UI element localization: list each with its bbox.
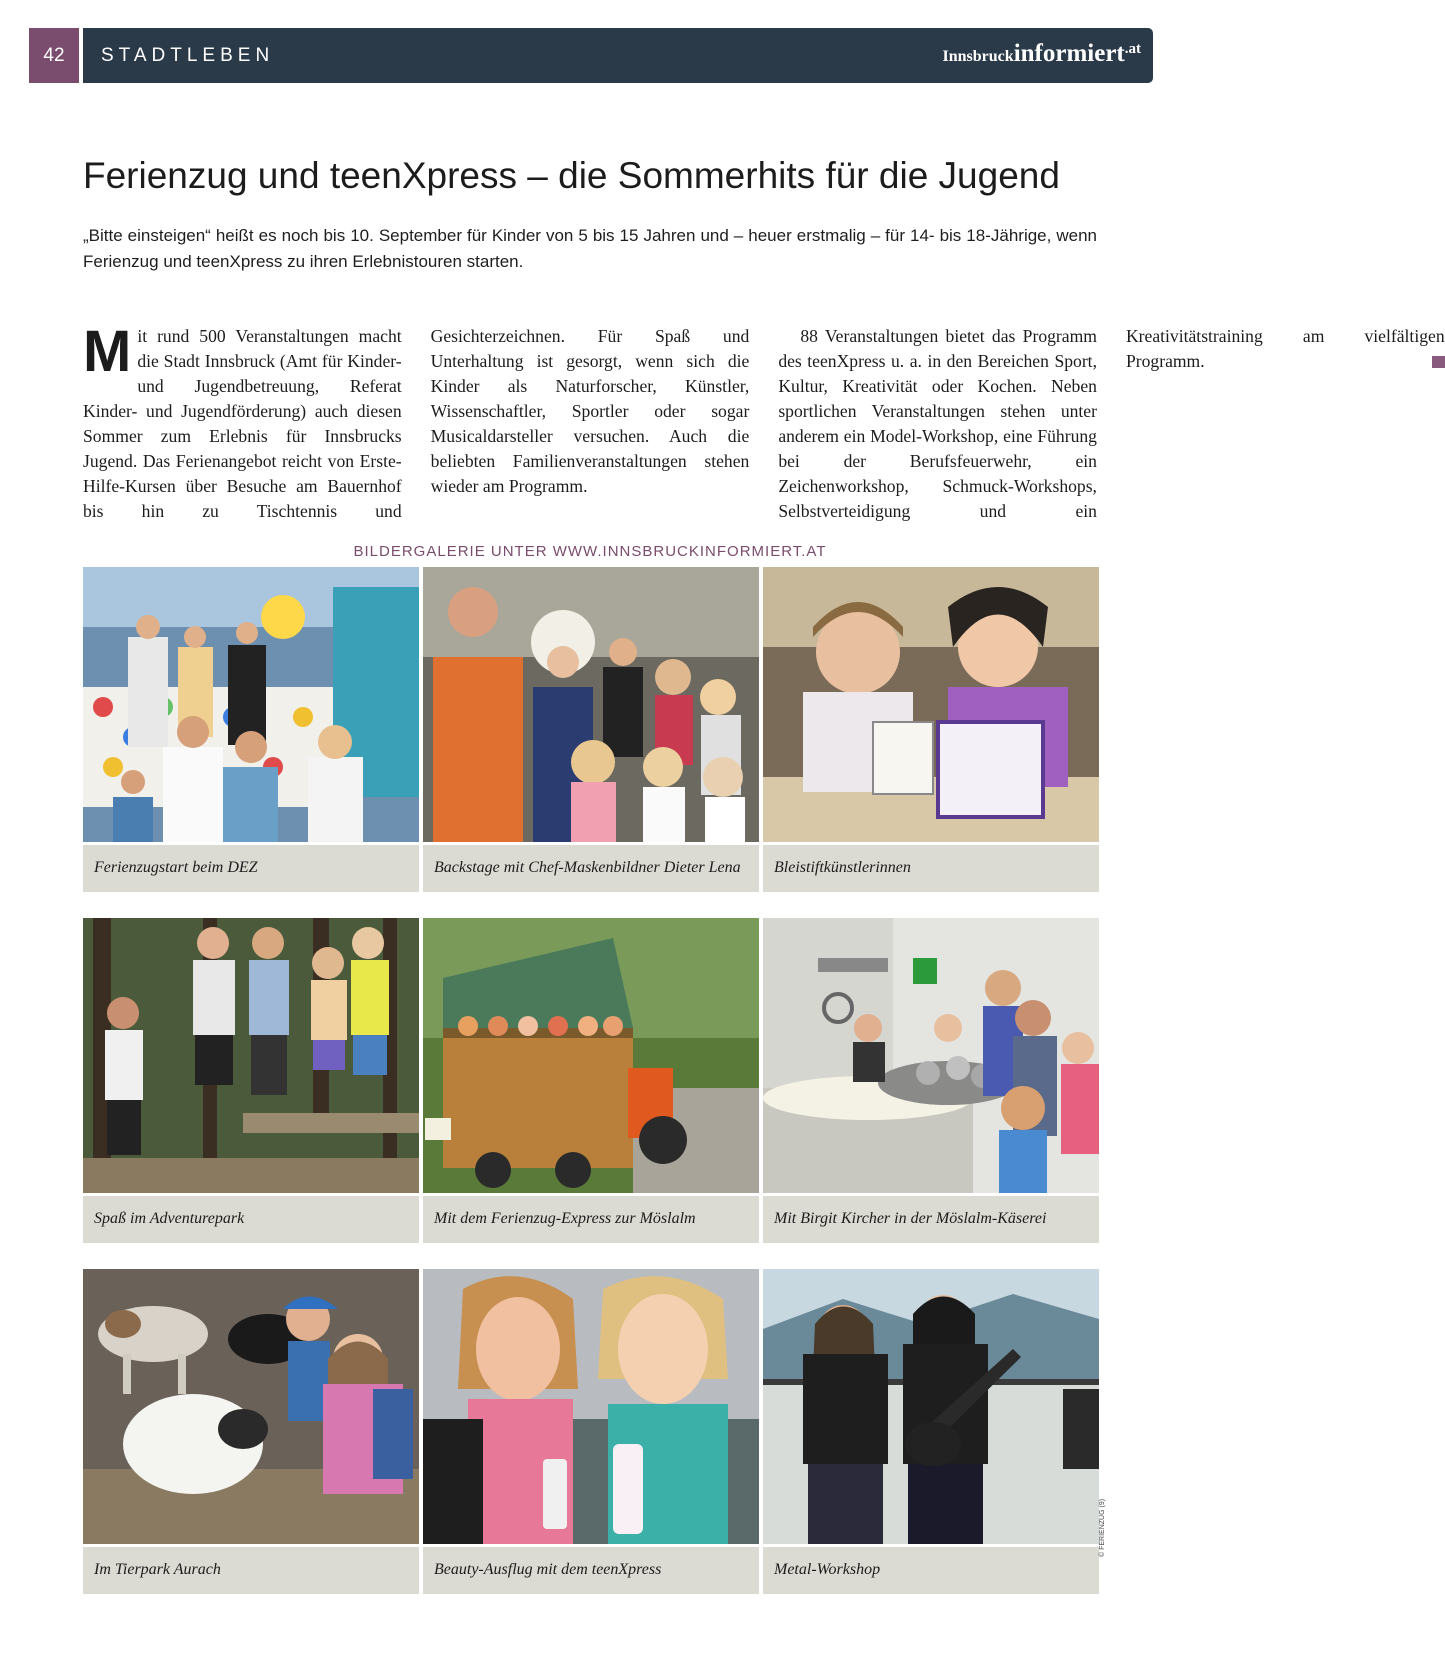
gallery-photo [83,1269,419,1544]
gallery-tile [763,567,1099,892]
gallery-caption: Mit Birgit Kircher in der Möslalm-Käserei [763,1196,1099,1243]
end-mark-icon [1432,356,1445,368]
gallery-photo [83,567,419,842]
gallery-caption: Im Tierpark Aurach [83,1547,419,1594]
header-bar [83,28,1153,83]
gallery-photo [763,918,1099,1193]
gallery-tile [763,1269,1099,1594]
gallery-photo [423,918,759,1193]
gallery-tile [423,918,759,1243]
article-lead: „Bitte einsteigen“ heißt es noch bis 10. September für Kinder von 5 bis 15 Jahren und – heuer erstmalig – für 14- bis 18-Jährige, wenn Ferienzug und teenXpress zu ihren Erlebnistouren starten. [83,226,1097,271]
article-body [83,319,1445,524]
gallery-tile [83,567,419,892]
gallery-tile [83,1269,419,1594]
gallery-caption: Spaß im Adventurepark [83,1196,419,1243]
gallery-photo [763,567,1099,842]
gallery-photo [763,1269,1099,1544]
gallery-photo [423,1269,759,1544]
gallery-caption: Ferienzugstart beim DEZ [83,845,419,892]
drop-cap: M [83,319,132,384]
brand-part-1: Innsbruck [942,48,1014,65]
page-number: 42 [29,28,79,83]
gallery-photo [423,567,759,842]
gallery-tile [763,918,1099,1243]
paragraph-1 [83,319,750,524]
gallery-photo [83,918,419,1193]
paragraph-2-text: 88 Veranstaltungen bietet das Programm des teenXpress u. a. in den Bereichen Sport, Kultur, Kreativität oder Kochen. Neben sportlichen Veranstaltungen stehen unter anderem ein Model-Workshop, eine Führung bei der Berufsfeuerwehr, ein Zeichenworkshop, Schmuck-Workshops, Selbstverteidigung und ein Kreativitätstraining am vielfältigen Programm. [778,326,1445,521]
brand-part-3: .at [1124,41,1141,57]
brand-part-2: informiert [1013,40,1125,67]
gallery-caption: Mit dem Ferienzug-Express zur Möslalm [423,1196,759,1243]
gallery-caption: Metal-Workshop [763,1547,1099,1594]
paragraph-2 [778,324,1444,524]
photo-credit: © FERIENZUG (9) [1099,1498,1106,1557]
gallery-tile [423,1269,759,1594]
gallery-title: BILDERGALERIE UNTER WWW.INNSBRUCKINFORMIERT.AT [353,543,827,560]
gallery-caption: Bleistiftkünstlerinnen [763,845,1099,892]
gallery-caption: Backstage mit Chef-Maskenbildner Dieter Lena [423,845,759,892]
section-label: STADTLEBEN [101,45,275,66]
brand-logo [943,40,1141,68]
paragraph-1-text: it rund 500 Veranstaltungen macht die Stadt Innsbruck (Amt für Kinder- und Jugendbetreuung, Referat Kinder- und Jugendförderung) auch diesen Sommer zum Erlebnis für Innsbrucks Jugend. Das Ferienangebot reicht von Erste-Hilfe-Kursen über Besuche am Bauernhof bis hin zu Tischtennis und Gesichterzeichnen. Für Spaß und Unterhaltung ist gesorgt, wenn sich die Kinder als Naturforscher, Künstler, Wissenschaftler, Sportler oder sogar Musicaldarsteller versuchen. Auch die beliebten Familienveranstaltungen stehen wieder am Programm. [83,326,750,521]
gallery-caption: Beauty-Ausflug mit dem teenXpress [423,1547,759,1594]
gallery-tile [423,567,759,892]
article-title: Ferienzug und teenXpress – die Sommerhits für die Jugend [83,155,1060,196]
page-header [29,28,1153,83]
gallery-tile [83,918,419,1243]
